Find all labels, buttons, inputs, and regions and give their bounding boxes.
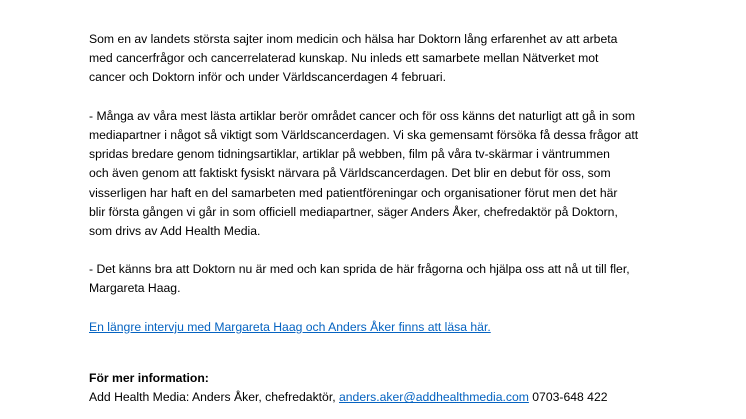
contact-prefix: Add Health Media: Anders Åker, chefredaktör, — [89, 390, 339, 405]
paragraph-line: som drivs av Add Health Media. — [89, 223, 261, 238]
more-info-heading: För mer information: — [89, 371, 209, 385]
quote-haag-paragraph — [89, 260, 709, 298]
intro-paragraph — [89, 30, 709, 88]
paragraph-line: cancer och Doktorn inför och under Världscancerdagen 4 februari. — [89, 70, 447, 85]
paragraph-line: Margareta Haag. — [89, 281, 181, 296]
document-page — [89, 30, 709, 407]
spacer — [89, 337, 709, 369]
paragraph-line: visserligen har haft en del samarbeten med patientföreningar och organisationer förut men det här — [89, 185, 618, 200]
paragraph-line: - Många av våra mest lästa artiklar berör området cancer och för oss känns det naturligt att gå in som — [89, 108, 635, 123]
interview-link[interactable]: En längre intervju med Margareta Haag och Anders Åker finns att läsa här. — [89, 319, 491, 334]
paragraph-line: blir första gången vi går in som officiell mediapartner, säger Anders Åker, chefredaktör på Doktorn, — [89, 204, 618, 219]
interview-link-line — [89, 318, 709, 337]
paragraph-line: - Det känns bra att Doktorn nu är med och kan sprida de här frågorna och hjälpa oss att nå ut till fler, — [89, 262, 630, 277]
interview-link-paragraph — [89, 318, 709, 337]
paragraph-line: mediapartner i något så viktigt som Världscancerdagen. Vi ska gemensamt försöka få dessa frågor att — [89, 127, 639, 142]
paragraph-line: och även genom att faktiskt fysiskt närvara på Världscancerdagen. Det blir en debut för oss, som — [89, 166, 611, 181]
paragraph-line: Som en av landets största sajter inom medicin och hälsa har Doktorn lång erfarenhet av att arbeta — [89, 32, 618, 46]
quote-aker-paragraph — [89, 107, 709, 241]
paragraph-line: med cancerfrågor och cancerrelaterad kunskap. Nu inleds ett samarbete mellan Nätverket mot — [89, 51, 599, 66]
paragraph-line: spridas bredare genom tidningsartiklar, artiklar på webben, film på våra tv-skärmar i väntrummen — [89, 147, 610, 162]
contact-email-link[interactable]: anders.aker@addhealthmedia.com — [339, 390, 529, 405]
more-info-section — [89, 369, 709, 407]
contact-phone: 0703-648 422 — [528, 390, 608, 405]
contact-line — [89, 388, 709, 407]
